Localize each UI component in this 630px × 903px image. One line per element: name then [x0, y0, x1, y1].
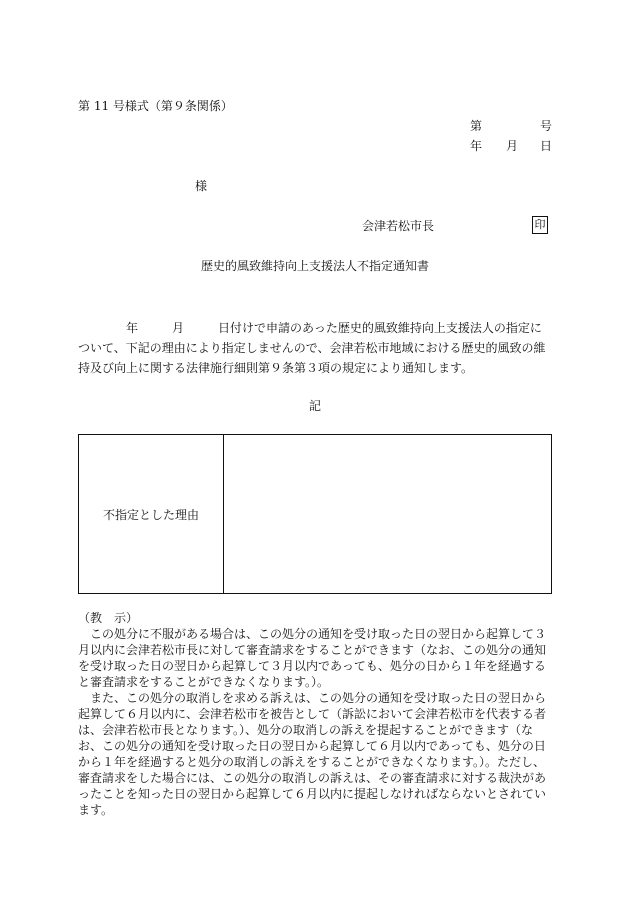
seal-mark: 印: [532, 216, 548, 234]
document-title: 歴史的風致維持向上支援法人不指定通知書: [200, 259, 429, 273]
notice-paragraph-1: この処分に不服がある場合は、この処分の通知を受け取った日の翌日から起算して３月以内に会津若松市長に対して審査請求をすることができます（なお、この処分の通知を受け取った日の翌日から起算して３月以内であっても、処分の日から１年を経過すると審査請求をすることができなくなります。）。: [78, 627, 547, 689]
issuer-name: 会津若松市長: [362, 219, 435, 233]
addressee: 様: [195, 179, 208, 193]
date-year: 年: [470, 139, 483, 153]
document-number: [470, 118, 552, 134]
body-month: 月: [172, 321, 185, 335]
ki-heading: 記: [308, 399, 321, 413]
date-month: 月: [506, 139, 519, 153]
number-suffix: 号: [539, 119, 552, 133]
notice-paragraph-2: また、この処分の取消しを求める訴えは、この処分の通知を受け取った日の翌日から起算して６月以内に、会津若松市を被告として（訴訟において会津若松市を代表する者は、会津若松市長となります。）、処分の取消しの訴えを提起することができます（なお、この処分の通知を受け取った日の翌日から起算して６月以内であっても、処分の日から１年を経過すると処分の取消しの訴えをすることができなくなります。）。ただし、審査請求をした場合には、この処分の取消しの訴えは、その審査請求に対する裁決があったことを知った日の翌日から起算して６月以内に提起しなければならないとされています。: [78, 691, 547, 817]
body-year: 年: [126, 321, 139, 335]
form-number: 第 11 号様式（第９条関係）: [78, 99, 233, 113]
notice-heading: （教 示）: [78, 611, 139, 625]
number-prefix: 第: [470, 119, 483, 133]
date-day: 日: [539, 139, 552, 153]
appeal-notice: [78, 610, 552, 818]
body-paragraph: [78, 318, 552, 378]
reason-table: [78, 434, 552, 594]
body-text: 日付けで申請のあった歴史的風致維持向上支援法人の指定について、下記の理由により指定しませんので、会津若松市地域における歴史的風致の維持及び向上に関する法律施行細則第９条第３項の規定により通知します。: [78, 321, 546, 375]
reason-label: 不指定とした理由: [79, 435, 224, 594]
reason-value: [224, 435, 552, 594]
